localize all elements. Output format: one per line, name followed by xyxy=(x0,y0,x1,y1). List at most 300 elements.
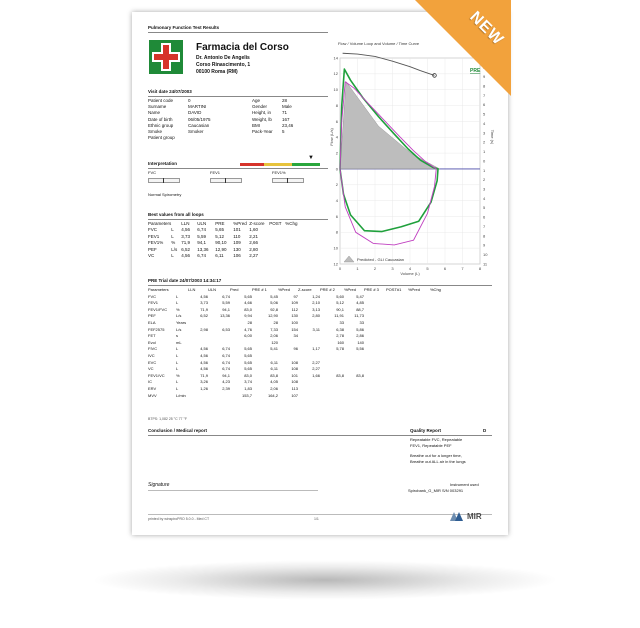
trial-cell: L/min xyxy=(176,392,186,398)
trial-cell: 12,90 xyxy=(267,313,278,319)
trial-header-cell: LLN xyxy=(188,287,196,292)
trial-cell xyxy=(408,300,430,307)
patient-field-label: Smoke xyxy=(148,129,163,135)
trial-cell: 5,78 xyxy=(336,346,344,352)
best-cell: 5,12 xyxy=(215,233,225,239)
trial-cell xyxy=(320,386,344,393)
trial-cell: FEV1/FVC xyxy=(148,306,168,312)
trial-cell: 28 xyxy=(273,319,278,325)
trial-cell: L xyxy=(176,385,179,391)
trial-cell: MVV xyxy=(148,392,157,398)
trial-cell xyxy=(430,307,450,314)
trial-cell: 164,2 xyxy=(267,392,278,398)
trial-cell: ELA xyxy=(148,319,156,325)
footer-printed-by: printed by winspiroPRO 5.0.0 - Med CT xyxy=(148,517,210,521)
page-shadow xyxy=(90,560,560,600)
mir-logo-icon xyxy=(450,512,466,521)
trial-cell xyxy=(430,386,450,393)
trial-cell: 11,91 xyxy=(334,313,344,319)
trial-cell: 112 xyxy=(291,306,298,312)
trial-cell: FIVC xyxy=(148,346,158,352)
trial-cell xyxy=(344,353,364,360)
trial-cell: 5,65 xyxy=(244,359,252,365)
trial-header-cell: %Pred xyxy=(278,287,291,292)
trial-cell xyxy=(408,320,430,327)
trial-row xyxy=(148,366,450,373)
trial-cell: 5,06 xyxy=(270,300,278,306)
interpretation-yellow-zone xyxy=(264,163,292,166)
trial-header-cell: Parameters xyxy=(148,287,169,292)
trial-cell xyxy=(278,353,298,360)
best-cell: 6,52 xyxy=(181,246,191,252)
trial-row xyxy=(148,300,450,307)
best-cell: 4,56 xyxy=(181,253,191,259)
trial-cell xyxy=(430,360,450,367)
best-cell: 5,59 xyxy=(197,233,207,239)
trial-header-cell: POST#1 xyxy=(386,287,402,292)
trial-cell: 108 xyxy=(291,366,298,372)
trial-cell: 5,65 xyxy=(244,346,252,352)
trial-cell xyxy=(408,373,430,380)
trial-cell: 4,23 xyxy=(222,379,230,385)
trial-cell: 1,66 xyxy=(312,372,320,378)
patient-field-value: DAVID xyxy=(188,110,202,116)
trial-cell: 4,56 xyxy=(200,352,208,358)
trial-cell xyxy=(386,327,408,334)
trial-cell: 97 xyxy=(293,293,298,299)
trial-cell xyxy=(344,366,364,373)
trial-cell: FVC xyxy=(148,293,156,299)
trial-cell: 92,8 xyxy=(270,306,278,312)
interpretation-title: Interpretation xyxy=(148,161,178,166)
y-tick-label-right: 0 xyxy=(483,158,486,164)
trial-cell xyxy=(298,340,320,347)
trial-cell xyxy=(344,393,364,400)
interpretation-marker-icon: ▼ xyxy=(308,155,314,161)
clinic-doctor: Dr. Antonio De Angelis xyxy=(196,55,250,61)
y-tick-label-left: 12 xyxy=(333,261,338,267)
doc-title: Pulmonary Function Test Results xyxy=(148,25,220,30)
trial-cell xyxy=(298,386,320,393)
trial-row xyxy=(148,346,450,353)
trial-cell xyxy=(386,366,408,373)
trial-cell xyxy=(430,327,450,334)
x-axis-label: Volume (L) xyxy=(400,271,420,276)
trial-cell: 4,85 xyxy=(356,300,364,306)
trial-cell xyxy=(408,340,430,347)
trial-header-cell: PRE # 2 xyxy=(320,287,335,292)
visit-date: Visit date 24/07/2003 xyxy=(148,89,192,94)
trial-cell xyxy=(430,346,450,353)
trial-cell: 71,9 xyxy=(200,306,208,312)
y-tick-label-left: 6 xyxy=(335,213,338,219)
best-cell: 2,80 xyxy=(249,246,259,252)
trial-cell: 4,56 xyxy=(200,359,208,365)
trial-row xyxy=(148,313,450,320)
trial-cell: 90,1 xyxy=(336,306,344,312)
divider xyxy=(148,96,328,97)
trial-cell xyxy=(298,393,320,400)
trial-cell: 5,47 xyxy=(356,293,364,299)
best-cell: % xyxy=(171,240,176,246)
divider xyxy=(148,32,328,33)
trial-cell xyxy=(430,313,450,320)
trial-cell: L xyxy=(176,293,179,299)
trial-cell: 5,65 xyxy=(244,366,252,372)
trial-header-cell: Z-score xyxy=(298,287,312,292)
trial-cell: 2,06 xyxy=(270,385,278,391)
quality-line: Repeatable FVC, Repeatable xyxy=(410,437,463,442)
trial-cell xyxy=(408,393,430,400)
trial-cell xyxy=(364,366,386,373)
best-cell: FEV1% xyxy=(148,240,164,246)
y-tick-label-right: 7 xyxy=(483,92,486,98)
trial-cell: 153,7 xyxy=(241,392,252,398)
patient-field-label: Age xyxy=(252,98,261,103)
trial-cell: 9,94 xyxy=(244,313,252,319)
interpretation-green-zone xyxy=(292,163,320,166)
patient-row xyxy=(148,135,238,141)
trial-row xyxy=(148,353,450,360)
btps-note: BTPS: 1,082 25 °C 77 °F xyxy=(148,417,187,421)
interpretation-red-zone xyxy=(240,163,264,166)
trial-cell xyxy=(208,393,230,400)
patient-field-value: 06/05/1975 xyxy=(188,116,211,122)
trial-cell: FEV1 xyxy=(148,300,159,306)
trial-row xyxy=(148,393,450,400)
trial-cell: 34 xyxy=(293,333,298,339)
best-cell: 1,60 xyxy=(249,227,259,233)
trial-cell: PEF xyxy=(148,313,156,319)
x-tick-label: 8 xyxy=(478,266,482,271)
trial-cell: 83,8 xyxy=(356,372,364,378)
trial-header-cell: ULN xyxy=(208,287,217,292)
trial-cell xyxy=(386,313,408,320)
y-tick-label-right: 8 xyxy=(483,83,486,89)
trial-cell xyxy=(364,386,386,393)
trial-cell xyxy=(364,393,386,400)
best-cell: 6,74 xyxy=(197,253,207,259)
best-cell: 3,73 xyxy=(181,233,191,239)
trial-cell: Evol xyxy=(148,339,156,345)
patient-field-label: BMI xyxy=(252,122,261,128)
trial-cell: L xyxy=(176,352,179,358)
trial-cell xyxy=(278,340,298,347)
trial-cell xyxy=(430,340,450,347)
best-cell: 5,65 xyxy=(215,227,225,233)
trial-cell: 2,06 xyxy=(270,333,278,339)
trial-cell: IVC xyxy=(148,352,155,358)
trial-table xyxy=(148,287,450,399)
trial-header-cell: %Pred xyxy=(344,287,357,292)
trial-cell: 96 xyxy=(293,346,298,352)
trial-cell xyxy=(430,373,450,380)
trial-cell xyxy=(386,373,408,380)
trial-cell: 33 xyxy=(359,319,364,325)
trial-cell: 4,56 xyxy=(200,293,208,299)
y-axis-label-left: Flow (L/s) xyxy=(329,128,334,146)
trial-cell xyxy=(364,353,386,360)
trial-row xyxy=(148,386,450,393)
quality-line: FEV1, Repeatable PEF xyxy=(410,443,452,448)
best-cell: L xyxy=(171,233,174,239)
trial-cell xyxy=(408,379,430,386)
trial-header-cell: Pred xyxy=(230,287,239,292)
trial-cell xyxy=(408,313,430,320)
trial-cell xyxy=(364,327,386,334)
patient-field-label: Ethnic group xyxy=(148,122,174,128)
trial-cell: 6,74 xyxy=(222,346,230,352)
y-tick-label-left: 8 xyxy=(335,229,338,235)
y-tick-label-right: 7 xyxy=(483,223,486,229)
trial-cell: FEF2575 xyxy=(148,326,165,332)
trial-cell xyxy=(364,313,386,320)
x-tick-label: 2 xyxy=(373,266,377,271)
trial-cell: % xyxy=(176,372,180,378)
best-values-title: Best values from all loops xyxy=(148,212,204,217)
trial-cell: L/s xyxy=(176,326,182,332)
interp-param-fev1pct: FEV1% xyxy=(272,170,286,175)
trial-cell: 109 xyxy=(291,300,298,306)
best-cell: 6,11 xyxy=(215,253,224,259)
trial-cell: 3,11 xyxy=(312,326,320,332)
patient-field-label: Name xyxy=(148,110,161,116)
trial-cell xyxy=(208,333,230,340)
best-cell: 13,36 xyxy=(197,246,209,252)
trial-cell xyxy=(408,366,430,373)
y-tick-label-right: 11 xyxy=(483,55,488,61)
divider xyxy=(148,435,492,436)
y-tick-label-left: 14 xyxy=(333,55,338,61)
trial-cell xyxy=(364,346,386,353)
best-cell xyxy=(269,253,285,259)
fev1pct-mini-scale xyxy=(272,178,304,183)
patient-field-value: 5 xyxy=(282,129,285,135)
patient-field-label: Gender xyxy=(252,104,268,110)
trial-cell: L/s xyxy=(176,313,182,319)
trial-cell: 120 xyxy=(271,339,278,345)
y-axis-label-right: Time (s) xyxy=(490,129,495,145)
interpretation-result: Normal Spirometry xyxy=(148,192,182,197)
trial-cell xyxy=(430,294,450,301)
trial-cell: 100 xyxy=(291,319,298,325)
quality-line: Breathe out ALL air in the lungs xyxy=(410,459,466,464)
trial-row xyxy=(148,307,450,314)
fvc-mini-scale xyxy=(148,178,180,183)
patient-field-label: Pack-Year xyxy=(252,129,273,135)
patient-field-value: 28 xyxy=(282,98,288,103)
trial-cell: 83,8 xyxy=(336,372,344,378)
trial-cell: 2,86 xyxy=(356,333,364,339)
trial-cell: 6,74 xyxy=(222,352,230,358)
trial-cell: 1,17 xyxy=(312,346,320,352)
trial-cell xyxy=(364,300,386,307)
conclusion-title: Conclusion / Medical report xyxy=(148,428,208,433)
footer-page-number: 1/1 xyxy=(314,517,319,521)
trial-cell: 5,41 xyxy=(270,346,278,352)
trial-cell: 5,86 xyxy=(356,326,364,332)
trial-cell: 1,26 xyxy=(200,385,208,391)
trial-cell: 3,13 xyxy=(312,306,320,312)
y-tick-label-left: 10 xyxy=(333,245,338,251)
x-tick-label: 7 xyxy=(461,266,464,271)
trial-row xyxy=(148,327,450,334)
trial-cell: ERV xyxy=(148,385,157,391)
trial-cell xyxy=(208,340,230,347)
best-values-table xyxy=(148,221,299,259)
trial-cell: Years xyxy=(176,319,187,325)
trial-cell: 5,60 xyxy=(336,293,344,299)
trial-row xyxy=(148,379,450,386)
best-row xyxy=(148,253,299,259)
y-tick-label-right: 4 xyxy=(483,120,486,126)
trial-cell: 83,8 xyxy=(270,372,278,378)
x-tick-label: 5 xyxy=(426,266,429,271)
best-cell: FVC xyxy=(148,227,157,233)
best-header-cell: Parameters xyxy=(148,221,172,226)
new-badge xyxy=(415,0,511,96)
trial-cell xyxy=(386,360,408,367)
trial-cell xyxy=(188,333,208,340)
patient-field-label: Patient group xyxy=(148,135,175,141)
trial-cell: 4,76 xyxy=(244,326,252,332)
best-cell: 71,9 xyxy=(181,240,191,246)
best-cell: 2,27 xyxy=(249,253,259,259)
trial-cell: 6,38 xyxy=(336,326,344,332)
trial-cell: EVC xyxy=(148,359,157,365)
trial-cell: 6,00 xyxy=(244,333,252,339)
y-tick-label-right: 5 xyxy=(483,205,486,211)
trial-cell xyxy=(386,340,408,347)
trial-cell xyxy=(430,353,450,360)
trial-header-cell xyxy=(176,287,188,294)
trial-cell xyxy=(364,379,386,386)
best-cell: 109 xyxy=(233,240,241,246)
trial-cell: 94,1 xyxy=(222,306,230,312)
trial-cell xyxy=(386,353,408,360)
trial-row xyxy=(148,320,450,327)
best-cell xyxy=(285,253,299,259)
trial-cell: 160 xyxy=(337,339,344,345)
trial-cell xyxy=(386,294,408,301)
trial-cell xyxy=(430,320,450,327)
trial-cell: L xyxy=(176,359,179,365)
trial-cell: 6,74 xyxy=(222,359,230,365)
best-cell: 106 xyxy=(233,253,241,259)
trial-cell xyxy=(208,320,230,327)
trial-cell: 83,0 xyxy=(244,306,252,312)
trial-cell: 3,74 xyxy=(244,379,252,385)
y-tick-label-right: 9 xyxy=(483,74,486,80)
trial-cell xyxy=(298,333,320,340)
trial-cell xyxy=(430,379,450,386)
best-header-cell: Z-score xyxy=(249,221,265,226)
trial-cell xyxy=(386,379,408,386)
best-cell: 101 xyxy=(233,227,241,233)
trial-cell xyxy=(188,320,208,327)
patient-field-label: Height, in xyxy=(252,110,272,116)
trial-cell xyxy=(344,379,364,386)
best-cell: 130 xyxy=(233,246,241,252)
trial-cell xyxy=(320,379,344,386)
trial-row xyxy=(148,333,450,340)
clinic-logo xyxy=(149,40,183,74)
trial-cell xyxy=(430,300,450,307)
y-tick-label-left: 2 xyxy=(335,150,338,156)
clinic-name: Farmacia del Corso xyxy=(196,42,289,53)
y-tick-label-right: 6 xyxy=(483,214,486,220)
trial-cell: 83,0 xyxy=(244,372,252,378)
trial-cell xyxy=(386,346,408,353)
trial-cell xyxy=(364,360,386,367)
trial-cell xyxy=(386,333,408,340)
trial-cell xyxy=(230,340,252,347)
trial-cell: 1,24 xyxy=(312,293,320,299)
best-cell: PEF xyxy=(148,246,157,252)
trial-cell xyxy=(364,340,386,347)
trial-cell xyxy=(386,386,408,393)
quality-line: Breathe out for a longer time, xyxy=(410,453,462,458)
trial-cell: VC xyxy=(148,366,154,372)
best-header-cell: %Chg xyxy=(285,221,298,226)
trial-cell: 6,53 xyxy=(222,326,230,332)
trial-cell: 107 xyxy=(291,392,298,398)
y-tick-label-left: 4 xyxy=(335,134,338,140)
brand-name: MIR xyxy=(467,512,482,521)
trial-cell: 5,56 xyxy=(356,346,364,352)
legend-pre-tag: PRE xyxy=(470,68,481,74)
trial-cell xyxy=(364,307,386,314)
y-tick-label-right: 10 xyxy=(483,64,488,70)
trial-cell: 2,27 xyxy=(312,359,320,365)
footer-divider xyxy=(148,514,492,515)
divider xyxy=(148,285,492,286)
trial-cell: 2,39 xyxy=(222,385,230,391)
best-cell: 2,21 xyxy=(249,233,259,239)
trial-cell xyxy=(344,360,364,367)
trial-cell xyxy=(298,320,320,327)
trial-header-cell: %Chg xyxy=(430,287,441,292)
best-cell: L xyxy=(171,227,174,233)
patient-field-value: 23,46 xyxy=(282,122,294,128)
trial-row xyxy=(148,294,450,301)
patient-info-right xyxy=(252,98,322,135)
trial-cell: L xyxy=(176,366,179,372)
y-tick-label-right: 2 xyxy=(483,177,486,183)
best-header-cell: POST xyxy=(269,221,282,226)
best-cell: 2,66 xyxy=(249,240,259,246)
trial-cell xyxy=(408,294,430,301)
trial-cell: 5,59 xyxy=(222,300,230,306)
trial-cell xyxy=(408,360,430,367)
trial-cell: mL xyxy=(176,339,182,345)
trial-cell: 2,27 xyxy=(312,366,320,372)
trial-cell: 6,74 xyxy=(222,293,230,299)
trial-cell: 154 xyxy=(291,326,298,332)
trial-cell: 2,10 xyxy=(312,300,320,306)
trial-cell xyxy=(252,353,278,360)
trial-row xyxy=(148,360,450,367)
trial-cell xyxy=(408,346,430,353)
trial-cell: % xyxy=(176,306,180,312)
trial-cell: 5,12 xyxy=(336,300,344,306)
trial-cell: 101 xyxy=(291,372,298,378)
y-tick-label-right: 1 xyxy=(483,149,486,155)
trial-cell: 4,56 xyxy=(200,366,208,372)
signature-label: Signature xyxy=(148,482,170,488)
quality-grade: D xyxy=(483,428,487,433)
trial-cell: 108 xyxy=(291,379,298,385)
